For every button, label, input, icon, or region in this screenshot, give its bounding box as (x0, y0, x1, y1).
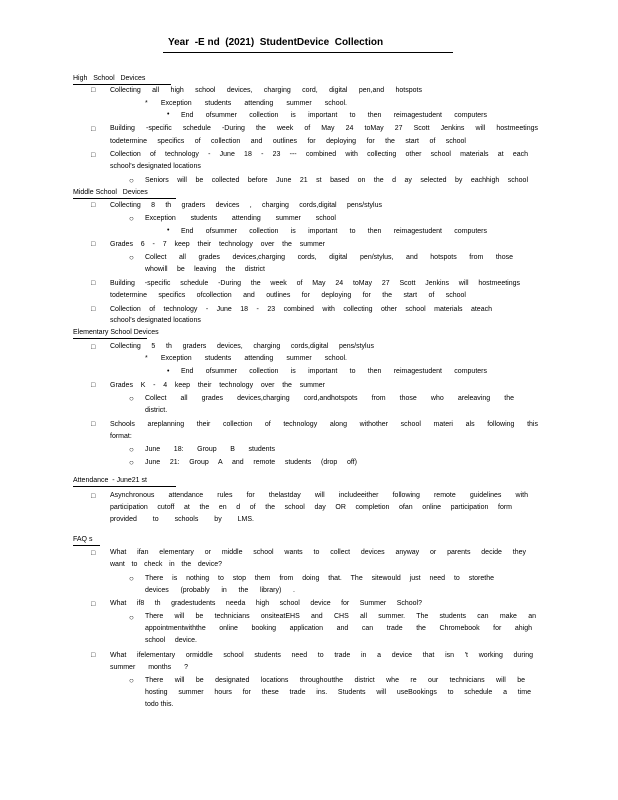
faq-question-2: What if8 th gradestudents needa high school device for Summer School? (110, 600, 422, 607)
circle-bullet: ○ (129, 613, 134, 622)
section-heading-attendance: Attendance - June21 st (73, 477, 147, 484)
section-underline (73, 486, 176, 487)
checkbox-bullet: □ (91, 152, 96, 159)
checkbox-bullet: □ (91, 652, 96, 659)
faq-question-1-line-2: want to check in the device? (110, 561, 222, 568)
faq-answer-2-line-3: school device. (145, 637, 197, 644)
faq-answer-3-line-1: There will be designated locations throughoutthe district whe re our technicians will be (145, 677, 525, 684)
faq-answer-2-line-1: There will be technicians onsiteatEHS and CHS all summer. The students can make an (145, 613, 536, 620)
elementary-june-18: June 18: Group B students (145, 446, 275, 453)
checkbox-bullet: □ (91, 601, 96, 608)
elementary-schools-line-1: Schools areplanning their collection of technology along withother school materi als following this (110, 421, 538, 428)
high-collection-line-2: school's designated locations (110, 163, 201, 170)
faq-question-3-line-2: summer months ? (110, 664, 188, 671)
section-underline (73, 545, 100, 546)
circle-bullet: ○ (129, 445, 134, 454)
checkbox-bullet: □ (91, 202, 96, 209)
high-building-line-2: todetermine specifics of collection and outlines for deploying for the start of school (110, 138, 466, 145)
checkbox-bullet: □ (91, 421, 96, 428)
section-underline (73, 338, 147, 339)
attendance-line-2: participation cutoff at the en d of the school day OR completion ofan online participation form (110, 504, 512, 511)
elementary-collect-line-1: Collect all grades devices,charging cord,andhotspots from those who areleaving the (145, 395, 514, 402)
faq-answer-3-line-2: hosting summer hours for these trade ins. Students will useBookings to schedule a time (145, 689, 531, 696)
faq-question-3-line-1: What ifelementary ormiddle school students need to trade in a device that isn 't working during (110, 652, 533, 659)
checkbox-bullet: □ (91, 306, 96, 313)
checkbox-bullet: □ (91, 344, 96, 351)
section-heading-elementary-school: Elementary School Devices (73, 329, 159, 336)
middle-exception: Exception students attending summer school (145, 215, 336, 222)
middle-collecting: Collecting 8 th graders devices , charging cords,digital pens/stylus (110, 202, 382, 209)
high-collecting: Collecting all high school devices, charging cord, digital pen,and hotspots (110, 87, 422, 94)
middle-collect-line-1: Collect all grades devices,charging cords, digital pen/stylus, and hotspots from those (145, 254, 513, 261)
middle-collect-line-2: whowill be leaving the district (145, 266, 265, 273)
section-heading-faq: FAQ s (73, 536, 93, 543)
middle-collection-line-2: school's designated locations (110, 317, 201, 324)
section-heading-high-school: High School Devices (73, 75, 146, 82)
checkbox-bullet: □ (91, 493, 96, 500)
checkbox-bullet: □ (91, 550, 96, 557)
checkbox-bullet: □ (91, 87, 96, 94)
document-title: Year -E nd (2021) StudentDevice Collection (168, 37, 384, 48)
middle-grades: Grades 6 - 7 keep their technology over the summer (110, 241, 325, 248)
circle-bullet: ○ (129, 574, 134, 583)
high-building-line-1: Building -specific schedule -During the week of May 24 toMay 27 Scott Jenkins will hostmeetings (110, 125, 538, 132)
section-underline (73, 198, 176, 199)
elementary-schools-line-2: format: (110, 433, 132, 440)
elementary-june-21: June 21: Group A and remote students (drop off) (145, 459, 357, 466)
high-exception: * Exception students attending summer school. (145, 100, 347, 107)
middle-end-of-summer: End ofsummer collection is important to then reimagestudent computers (181, 228, 487, 235)
elementary-collecting: Collecting 5 th graders devices, charging cords,digital pens/stylus (110, 343, 374, 350)
high-end-of-summer: End ofsummer collection is important to then reimagestudent computers (181, 112, 487, 119)
title-underline (163, 52, 453, 53)
high-collection-line-1: Collection of technology - June 18 - 23 --- combined with collecting other school materials at each (110, 151, 528, 158)
circle-bullet: ○ (129, 253, 134, 262)
circle-bullet: ○ (129, 676, 134, 685)
checkbox-bullet: □ (91, 382, 96, 389)
dot-bullet: • (167, 368, 170, 375)
elementary-end-of-summer: End ofsummer collection is important to then reimagestudent computers (181, 368, 487, 375)
faq-answer-1-line-2: devices (probably in the library) . (145, 587, 295, 594)
section-heading-middle-school: Middle School Devices (73, 189, 148, 196)
circle-bullet: ○ (129, 394, 134, 403)
attendance-line-3: provided to schools by LMS. (110, 516, 254, 523)
faq-question-1-line-1: What ifan elementary or middle school wants to collect devices anyway or parents decide they (110, 549, 526, 556)
checkbox-bullet: □ (91, 241, 96, 248)
circle-bullet: ○ (129, 176, 134, 185)
middle-building-line-2: todetermine specifics ofcollection and outlines for deploying for the start of school (110, 292, 466, 299)
middle-building-line-1: Building -specific schedule -During the week of May 24 toMay 27 Scott Jenkins will hostmeetings (110, 280, 520, 287)
dot-bullet: • (167, 111, 170, 118)
elementary-exception: * Exception students attending summer school. (145, 355, 347, 362)
elementary-grades: Grades K - 4 keep their technology over the summer (110, 382, 325, 389)
checkbox-bullet: □ (91, 280, 96, 287)
elementary-collect-line-2: district. (145, 407, 168, 414)
middle-collection-line-1: Collection of technology - June 18 - 23 combined with collecting other school materials ateach (110, 306, 492, 313)
checkbox-bullet: □ (91, 126, 96, 133)
circle-bullet: ○ (129, 458, 134, 467)
faq-answer-3-line-3: todo this. (145, 701, 174, 708)
attendance-line-1: Asynchronous attendance rules for thelastday will includeeither following remote guidelines with (110, 492, 528, 499)
faq-answer-1-line-1: There is nothing to stop them from doing that. The sitewould just need to storethe (145, 575, 494, 582)
faq-answer-2-line-2: appointmentwiththe online booking application and can trade the Chromebook for ahigh (145, 625, 532, 632)
circle-bullet: ○ (129, 214, 134, 223)
dot-bullet: • (167, 227, 170, 234)
high-seniors: Seniors will be collected before June 21 st based on the d ay selected by eachhigh school (145, 177, 528, 184)
